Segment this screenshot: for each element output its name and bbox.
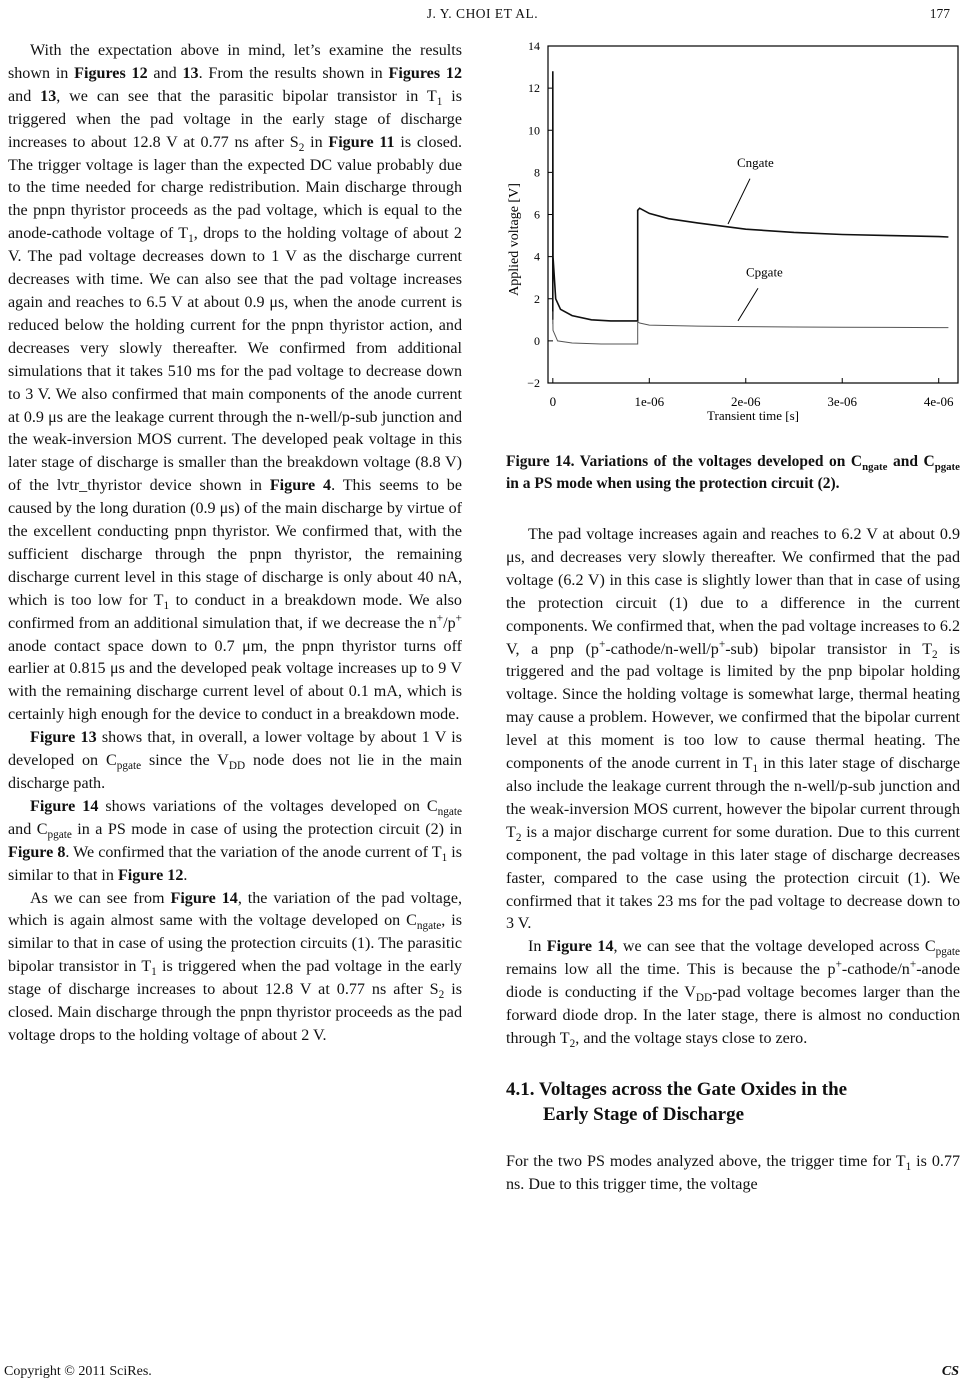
line-chart	[500, 38, 962, 448]
paragraph: Figure 14 shows variations of the voltages developed on $C_{ngate}$ and $C_{pgate}$ in a PS mode in case of using the protection circuit (2) in Figure 8. We confirmed that the variation of the anode current of $T_1$ is similar to that in Figure 12.	[8, 797, 462, 884]
x-tick-label: 0	[549, 394, 557, 409]
x-tick-label: 1e-06	[634, 394, 665, 409]
y-tick-label: 6	[534, 207, 540, 222]
figure-14-chart	[500, 38, 962, 448]
figure-caption: Figure 14. Variations of the voltages developed on $C_{ngate}$ and $C_{pgate}$ in a PS mode when using the protection circuit (2).	[506, 453, 960, 492]
paragraph: Figure 13 shows that, in overall, a lower voltage by about 1 V is developed on $C_{pgate}$ since the $V_{DD}$ node does not lie in the main discharge path.	[8, 729, 462, 792]
y-tick-label: 12	[528, 81, 540, 96]
y-tick-label: 4	[534, 249, 540, 264]
paragraph: For the two PS modes analyzed above, the trigger time for $T_1$ is 0.77 ns. Due to this trigger time, the voltage	[506, 1152, 960, 1193]
y-tick-label: 0	[534, 333, 540, 348]
running-header-authors: J. Y. CHOI ET AL.	[426, 6, 539, 21]
x-tick-label: 3e-06	[827, 394, 858, 409]
paragraph: As we can see from Figure 14, the variation of the pad voltage, which is again almost same with the voltage developed on $C_{ngate}$, is similar to that in case of using the protection circuits (1). The parasitic bipolar transistor in $T_1$ is triggered when the pad voltage in the early stage of discharge increases to about 12.8 V at 0.77 ns after $S_2$ is closed. Main discharge through the pnpn thyristor proceeds as the pad voltage drops to the holding voltage of about 2 V.	[8, 889, 462, 1044]
copyright: Copyright © 2011 SciRes.	[4, 1364, 152, 1379]
annotation-label: Cpgate	[746, 264, 783, 280]
plot-frame	[548, 46, 958, 383]
y-tick-label: 10	[528, 123, 540, 138]
series-line-cpgate	[553, 311, 949, 344]
y-tick-label: 8	[534, 165, 540, 180]
paragraph: The pad voltage increases again and reaches to 6.2 V at about 0.9 μs, and decreases very slowly thereafter. We confirmed that the pad voltage (6.2 V) in this case is slightly lower than that in case of using the protection circuit (1) due to a difference in the current components. We confirmed that, when the pad voltage increases to 6.2 V, a pnp (p+-cathode/n-well/p+-sub) bipolar transistor in $T_2$ is triggered and the pad voltage is limited by the pnp bipolar holding voltage. Since the holding voltage is somewhat large, thermal heating may cause a problem. However, we confirmed that the bipolar current level at this moment is too low to cause thermal heating. The components of the anode current in $T_1$ in this later stage of discharge also include the leakage current through the n-well/p-sub junction and the weak-inversion MOS current, however the bipolar current through $T_2$ is a major discharge current for some duration. Due to this current component, the pad voltage in this later stage of discharge decreases faster, compared to the case using the protection circuit (1). We confirmed that it takes 23 ms for the pad voltage to decrease down to 3 V.	[506, 526, 960, 933]
left-column	[8, 40, 462, 1048]
y-tick-label: 2	[534, 291, 540, 306]
section-heading: 4.1. Voltages across the Gate Oxides in the Early Stage of Discharge	[506, 1078, 848, 1125]
paragraph: With the expectation above in mind, let’s examine the results shown in Figures 12 and 13. From the results shown in Figures 12 and 13, we can see that the parasitic bipolar transistor in $T_1$ is triggered when the pad voltage in the early stage of discharge increases to about 12.8 V at 0.77 ns after $S_2$ in Figure 11 is closed. The trigger voltage is lager than the expected DC value probably due to the time needed for charge redistribution. Main discharge through the pnpn thyristor proceeds as the pad voltage, which is equal to the anode-cathode voltage of $T_1$, drops to the holding voltage of about 2 V. The pad voltage decreases down to 1 V as the discharge current decreases with time. We can also see that the pad voltage increases again and reaches to 6.5 V at about 0.9 μs, when the anode current is reduced below the holding current for the pnpn thyristor action, and decreases very slowly thereafter. We confirmed from additional simulations that it takes 510 ms for the pad voltage to decrease down to 3 V. We also confirmed that main components of the anode current at 0.9 μs are the leakage current through the n-well/p-sub junction and the weak-inversion MOS current. The developed peak voltage in this later stage of discharge is smaller than the breakdown voltage (8.8 V) of the lvtr_thyristor device shown in Figure 4. This seems to be caused by the long duration (0.9 μs) of the main discharge by virtue of the excellent conducting pnpn thyristor. We confirmed that, with the sufficient discharge through the pnpn thyristor, the remaining discharge current level in this stage of discharge is only about 40 nA, which is too low for $T_1$ to conduct in a breakdown mode. We also confirmed from an additional simulation that, if we decrease the n+/p+ anode contact space down to 0.7 μm, the pnpn thyristor turns off earlier at 0.815 μs and the developed peak voltage increases up to 9 V with the remaining discharge current level of about 0.1 mA, which is certainly high enough for the device to conduct in a breakdown mode.	[8, 42, 462, 724]
y-axis-label: Applied voltage [V]	[507, 183, 522, 296]
y-tick-label: 14	[528, 39, 540, 53]
journal-abbrev: CS	[941, 1364, 959, 1379]
paragraph: In Figure 14, we can see that the voltage developed across $C_{pgate}$ remains low all the time. This is because the p+-cathode/n+-anode diode is conducting if the $V_{DD}$-pad voltage becomes larger than the forward diode drop. In the later stage, there is almost no conduction through $T_2$, and the voltage stays close to zero.	[506, 938, 960, 1051]
x-axis-label: Transient time [s]	[707, 408, 799, 423]
right-column	[506, 451, 960, 1197]
y-tick-label: −2	[527, 376, 540, 390]
series-line-cngate	[553, 71, 949, 321]
annotation-label: Cngate	[737, 155, 774, 171]
page-number: 177	[929, 6, 950, 21]
annotation-leader	[738, 288, 758, 321]
x-tick-label: 4e-06	[923, 394, 954, 409]
x-tick-label: 2e-06	[730, 394, 761, 409]
annotation-leader	[728, 179, 750, 224]
